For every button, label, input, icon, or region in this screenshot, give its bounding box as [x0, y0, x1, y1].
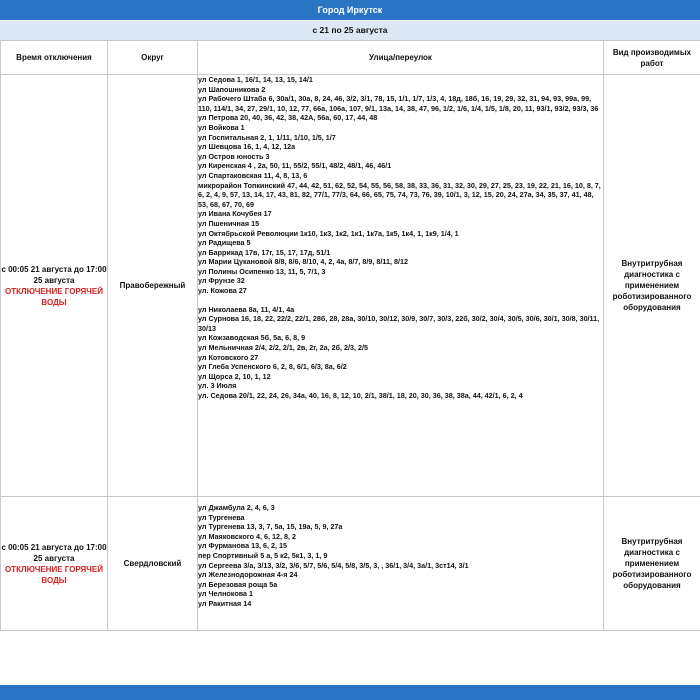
district-cell: Правобережный — [108, 75, 198, 497]
street-line: ул Киренская 4 , 2а, 50, 11, 55/2, 55/1, 48/2, 48/1, 46, 46/1 — [198, 161, 392, 171]
street-line: ул Тургенева 13, 3, 7, 5а, 15, 19а, 5, 9, 27а — [198, 522, 343, 532]
street-line: ул Николаева 8а, 11, 4/1, 4а — [198, 304, 295, 314]
outage-time-cell — [1, 497, 108, 631]
district-cell: Свердловский — [108, 497, 198, 631]
street-line: ул Ивана Кочубея 17 — [198, 209, 272, 219]
street-line: ул Котовского 27 — [198, 352, 259, 362]
street-line: ул Джамбула 2, 4, 6, 3 — [198, 503, 275, 512]
street-line: ул Щорса 2, 10, 1, 12 — [198, 371, 271, 381]
outage-time: с 00:05 21 августа до 17:00 25 августа — [1, 542, 107, 563]
city-title-bar — [0, 0, 700, 21]
column-header-time: Время отключения — [1, 41, 108, 75]
street-line: ул Полины Осипенко 13, 11, 5, 7/1, 3 — [198, 266, 326, 276]
street-line: ул Октябрьской Революции 1к10, 1к3, 1к2, 1к1, 1к7а, 1к5, 1к4, 1, 1к9, 1/4, 1 — [198, 228, 459, 238]
street-line: ул Фрунзе 32 — [198, 276, 245, 286]
street-line: ул Шапошникова 2 — [198, 84, 266, 94]
street-line: ул Мельничная 2/4, 2/2, 2/1, 2в, 2г, 2а, 2б, 2/3, 2/5 — [198, 343, 369, 353]
table-header-row — [1, 41, 700, 75]
table-row — [1, 75, 700, 497]
street-line: ул Железнодорожная 4-я 24 — [198, 570, 298, 580]
street-line: ул Сурнова 16, 18, 22, 22/2, 22/1, 28б, 28, 28а, 30/10, 30/12, 30/9, 30/7, 30/3, 22б, 30/2, 30/4, 30/5, 30/6, 30/1, 30/8, 30/11, 30/13 — [198, 314, 600, 333]
street-line: ул Седова 1, 16/1, 14, 13, 15, 14/1 — [198, 75, 313, 84]
street-line: ул Сергеева 3/а, 3/13, 3/2, 3/6, 5/7, 5/6, 5/4, 5/8, 3/5, 3, , 36/1, 3/4, 3а/1, 3ст14, 3/1 — [198, 560, 469, 570]
period-label: с 21 по 25 августа — [312, 25, 388, 35]
street-line: ул Кожзаводская 5б, 5а, 6, 8, 9 — [198, 333, 306, 343]
street-line: ул Ракитная 14 — [198, 598, 252, 608]
street-line: ул Баррикад 17в, 17г, 15, 17, 17д, 51/1 — [198, 247, 331, 257]
street-line: ул Маяковского 4, 6, 12, 8, 2 — [198, 531, 296, 541]
street-line: ул Марии Цукановой 8/8, 8/6, 8/10, 4, 2, 4а, 8/7, 8/9, 8/11, 8/12 — [198, 257, 408, 267]
street-line: ул Березовая роща 5а — [198, 579, 278, 589]
streets-cell — [198, 75, 604, 497]
street-line: ул Госпитальная 2, 1, 1/11, 1/10, 1/5, 1/7 — [198, 132, 336, 142]
street-line: ул. Кожова 27 — [198, 286, 247, 296]
work-type-cell: Внутритрубная диагностика с применением роботизированного оборудования — [604, 497, 700, 631]
street-line: ул Челнокова 1 — [198, 589, 254, 599]
street-line: ул Рабочего Штаба 6, 30а/1, 30а, 8, 24, 46, 3/2, 3/1, 78, 15, 1/1, 1/7, 1/3, 4, 18д, 18б, 16, 19, 29, 32, 31, 94, 93, 99а, 99, 110, 114/1, 34, 27, 29/1, 10, 12, 77, 66а, 106а, 107, 9/1, 13а, 14, 38, 47, 96, 1/2, 1/6, 1/4, 1/5, 1/8, 20, 11, 93/1, 93/2, 93/3, 36 — [198, 94, 599, 113]
period-bar — [0, 21, 700, 40]
city-title: Город Иркутск — [317, 5, 383, 15]
footer-bar — [0, 685, 700, 700]
streets-cell — [198, 497, 604, 631]
street-line: ул Войкова 1 — [198, 122, 245, 132]
street-line: ул. 3 Июля — [198, 381, 237, 391]
column-header-street: Улица/переулок — [198, 41, 604, 75]
work-type-cell: Внутритрубная диагностика с применением роботизированного оборудования — [604, 75, 700, 497]
outage-time-cell — [1, 75, 108, 497]
hot-water-notice: ОТКЛЮЧЕНИЕ ГОРЯЧЕЙ ВОДЫ — [4, 564, 104, 585]
street-line: ул Спартаковская 11, 4, 8, 13, 6 — [198, 170, 308, 180]
outage-table — [0, 40, 700, 631]
hot-water-notice: ОТКЛЮЧЕНИЕ ГОРЯЧЕЙ ВОДЫ — [4, 286, 104, 307]
column-header-district: Округ — [108, 41, 198, 75]
street-line: ул Шевцова 16, 1, 4, 12, 12а — [198, 142, 296, 152]
street-line: ул Тургенева — [198, 512, 245, 522]
street-line: ул Остров юность 3 — [198, 151, 270, 161]
street-line: пер Спортивный 5 а, 5 к2, 5к1, 3, 1, 9 — [198, 550, 328, 560]
street-line: ул Пшеничная 15 — [198, 218, 260, 228]
street-line: ул Фурманова 13, 6, 2, 15 — [198, 541, 288, 551]
table-row — [1, 497, 700, 631]
outage-time: с 00:05 21 августа до 17:00 25 августа — [1, 264, 107, 285]
street-line: ул. Седова 20/1, 22, 24, 26, 34а, 40, 16, 8, 12, 10, 2/1, 38/1, 18, 20, 30, 36, 38, 38а, 44, 42/1, 6, 2, 4 — [198, 391, 523, 400]
street-line: микрорайон Топкинский 47, 44, 42, 51, 62, 52, 54, 55, 56, 58, 38, 33, 36, 31, 32, 30, 29, 27, 25, 23, 19, 22, 21, 16, 10, 8, 7, 6, 2, 4, 9, 57, 13, 14, 17, 43, 81, 82, 77/1, 77/3, 64, 66, 65, 75, 74, 73, 76, 39, 10/1, 3, 12, 15, 20, 24, 27а, 34, 35, 37, 41, 48, 53, 68, 67, 70, 69 — [198, 180, 601, 209]
street-line: ул Глеба Успенского 6, 2, 8, 6/1, 6/3, 8а, 6/2 — [198, 362, 347, 372]
street-line: ул Радищева 5 — [198, 238, 251, 248]
column-header-work: Вид производимых работ — [604, 41, 700, 75]
street-line: ул Петрова 20, 40, 36, 42, 38, 42А, 56а, 60, 17, 44, 48 — [198, 113, 378, 123]
